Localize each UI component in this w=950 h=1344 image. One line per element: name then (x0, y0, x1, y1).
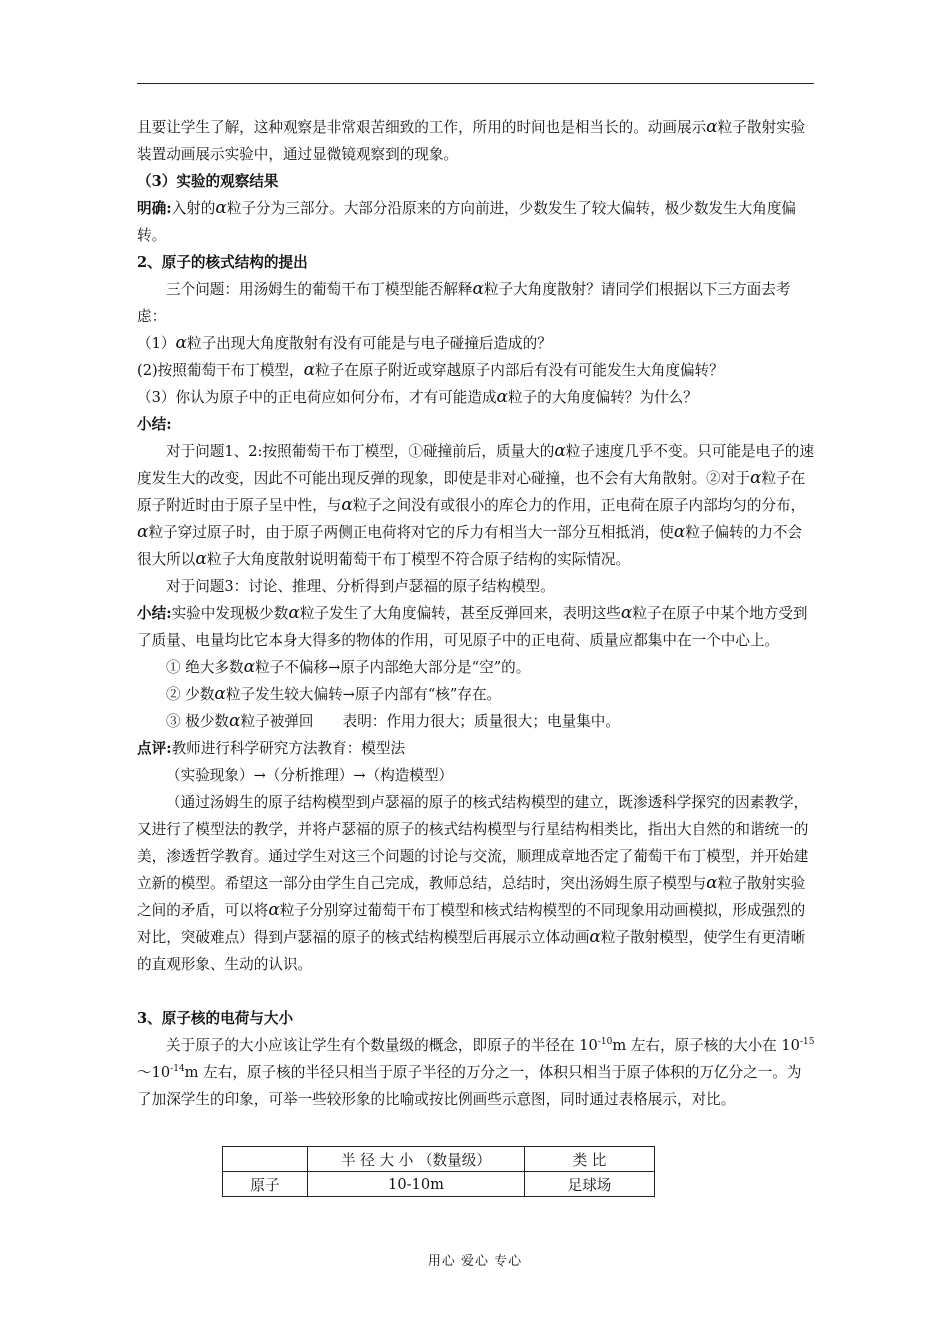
alpha-symbol: α (195, 549, 207, 569)
text: 粒子散射模型，使学生有更清晰的直观形象、生动的认识。 (137, 929, 806, 973)
alpha-symbol: α (243, 657, 256, 677)
alpha-symbol: α (268, 900, 280, 920)
exponent: -14 (170, 1064, 185, 1074)
text: 子散射实验装置动画展示实验中，通过显微镜观察到的现象。 (137, 119, 806, 163)
paragraph (137, 1032, 815, 1113)
text: 粒子不偏移→原子内部绝大部分是“空”的。 (255, 659, 531, 676)
text: ～10 (137, 1064, 171, 1081)
text: 粒子在原子中某个地方受到了质量、电量均比它本身大得多的物体的作用，可见原子中的正电荷、质量应都集中在一个中心上。 (137, 605, 808, 649)
text: 粒子发生较大偏转→原子内部有“核”存在。 (225, 686, 502, 703)
text: 粒子速度几乎不变。只可能是电子的速度发生大的改变，因此不可能出现反弹的现象，即使是非对心碰撞，也不会有大角散射。②对于 (137, 443, 814, 487)
text: 粒子穿过原子时，由于原子两侧正电荷将对它的斥力有相当大一部分互相抵消，使 (148, 524, 674, 541)
text: 粒子大角度散射说明葡萄干布丁模型不符合原子结构的实际情况。 (206, 551, 631, 568)
alpha-symbol: α (472, 279, 484, 299)
label: 明确: (137, 200, 172, 217)
alpha-symbol: α (589, 927, 601, 947)
alpha-symbol: α (229, 711, 241, 731)
text: m 左右，原子核的大小在 10 (612, 1037, 800, 1054)
list-item (137, 681, 815, 708)
summary-label: 小结: (137, 416, 172, 433)
question-item (137, 384, 815, 411)
text: (2)按照葡萄干布丁模型， (137, 362, 304, 379)
text: 粒 (717, 119, 733, 136)
spacer (137, 978, 815, 1005)
alpha-symbol: α (496, 387, 509, 407)
flow-line: （实验现象）→（分析推理）→（构造模型） (166, 767, 454, 784)
alpha-symbol: α (706, 873, 718, 893)
text: ① 绝大多数 (166, 659, 244, 676)
comparison-table (222, 1146, 655, 1197)
list-item (137, 708, 815, 735)
table-cell: 足球场 (525, 1172, 655, 1197)
table-header-cell (223, 1147, 308, 1172)
text: 粒子出现大角度散射有没有可能是与电子碰撞后造成的？ (186, 335, 552, 352)
paragraph (137, 789, 815, 978)
label: 点评: (137, 740, 172, 757)
paragraph (137, 438, 815, 573)
header-rule (137, 83, 814, 84)
table-header-cell: 半 径 大 小 （数量级） (308, 1147, 525, 1172)
alpha-symbol: α (288, 603, 300, 623)
label: 小结: (137, 605, 172, 622)
exponent: -10 (597, 1037, 613, 1047)
section-heading: 2、原子的核式结构的提出 (137, 254, 308, 271)
text: 粒子大角度散射？请同学们根据以下三方面去考虑： (137, 281, 791, 325)
text: 粒子之间没有或很小的库仑力的作用，正电荷在原子内部均匀的分布， (352, 497, 806, 514)
text: 粒子发生了大角度偏转，甚至反弹回来，表明这些 (299, 605, 621, 622)
alpha-symbol: α (749, 468, 762, 488)
table-header-row (223, 1147, 655, 1172)
text: 三个问题：用汤姆生的葡萄干布丁模型能否解释 (166, 281, 473, 298)
text: 粒子分为三部分。大部分沿原来的方向前进，少数发生了较大偏转，极少数发生大角度偏转。 (137, 200, 797, 244)
alpha-symbol: α (706, 117, 718, 137)
paragraph (137, 114, 815, 168)
text: 粒子在原子附近或穿越原子内部后有没有可能发生大角度偏转？ (315, 362, 724, 379)
paragraph (137, 735, 815, 762)
text: 粒子分别穿过葡萄干布丁模型和核式结构模型的不同现象用动画模拟，形成强烈的对比，突破难点）得到卢瑟福的原子的核式结构模型后再展示立体动画 (137, 902, 806, 946)
alpha-symbol: α (137, 522, 149, 542)
text: 粒子的大角度偏转？为什么？ (508, 389, 698, 406)
alpha-symbol: α (215, 198, 227, 218)
text: 教师进行科学研究方法教育：模型法 (171, 740, 406, 757)
text: m 左右，原子核的半径只相当于原子半径的万分之一，体积只相当于原子体积的万亿分之一。为了加深学生的印象，可举一些较形象的比喻或按比例画些示意图，同时通过表格展示，对比。 (137, 1064, 802, 1108)
paragraph (137, 600, 815, 654)
section-heading: 3、原子核的电荷与大小 (137, 1010, 294, 1027)
text: 关于原子的大小应该让学生有个数量级的概念，即原子的半径在 10 (166, 1037, 598, 1054)
text: （通过汤姆生的原子结构模型到卢瑟福的原子的核式结构模型的建立，既渗透科学探究的因素教学，又进行了模型法的教学，并将卢瑟福的原子的核式结构模型与行星结构相类比，指出大自然的和谐统一的美，渗透哲学教育。通过学生对这三个问题的讨论与交流，顺理成章地否定了葡萄干布丁模型，并开始建立新的模型。希望这一部分由学生自己完成，教师总结，总结时，突出汤姆生原子模型与 (137, 794, 809, 892)
paragraph (137, 195, 815, 249)
paragraph: 对于问题3：讨论、推理、分析得到卢瑟福的原子结构模型。 (166, 578, 555, 595)
document-body (137, 114, 815, 1113)
text: 表明：作用力很大；质量很大；电量集中。 (342, 713, 620, 730)
question-item (137, 357, 815, 384)
exponent: -15 (799, 1037, 815, 1047)
table-header-cell: 类 比 (525, 1147, 655, 1172)
text: （3）你认为原子中的正电荷应如何分布，才有可能造成 (137, 389, 497, 406)
text: 对于问题1、2:按照葡萄干布丁模型，①碰撞前后，质量大的 (166, 443, 555, 460)
alpha-symbol: α (620, 603, 633, 623)
paragraph (137, 276, 815, 330)
table-cell: 原子 (223, 1172, 308, 1197)
text: 粒子散射实验之间的矛盾，可以将 (137, 875, 806, 919)
list-item (137, 654, 815, 681)
text: 粒子被弹回 (240, 713, 314, 730)
subheading: （3）实验的观察结果 (137, 173, 279, 190)
alpha-symbol: α (214, 684, 226, 704)
text: ② 少数 (166, 686, 215, 703)
alpha-symbol: α (554, 441, 566, 461)
table-row (223, 1172, 655, 1197)
text: ③ 极少数 (166, 713, 230, 730)
alpha-symbol: α (303, 360, 316, 380)
table-cell: 10-10m (308, 1172, 525, 1197)
alpha-symbol: α (673, 522, 686, 542)
text: 且要让学生了解，这种观察是非常艰苦细致的工作，所用的时间也是相当长的。动画展示 (137, 119, 707, 136)
question-item (137, 330, 815, 357)
text: （1） (137, 335, 176, 352)
text: 粒子偏转的力不会很大所以 (137, 524, 803, 568)
text: 入射的 (171, 200, 216, 217)
text: 粒子在原子附近时由于原子呈中性，与 (137, 470, 806, 514)
alpha-symbol: α (175, 333, 187, 353)
alpha-symbol: α (341, 495, 353, 515)
text: 实验中发现极少数 (171, 605, 289, 622)
page-footer: 用心 爱心 专心 (427, 1254, 523, 1269)
